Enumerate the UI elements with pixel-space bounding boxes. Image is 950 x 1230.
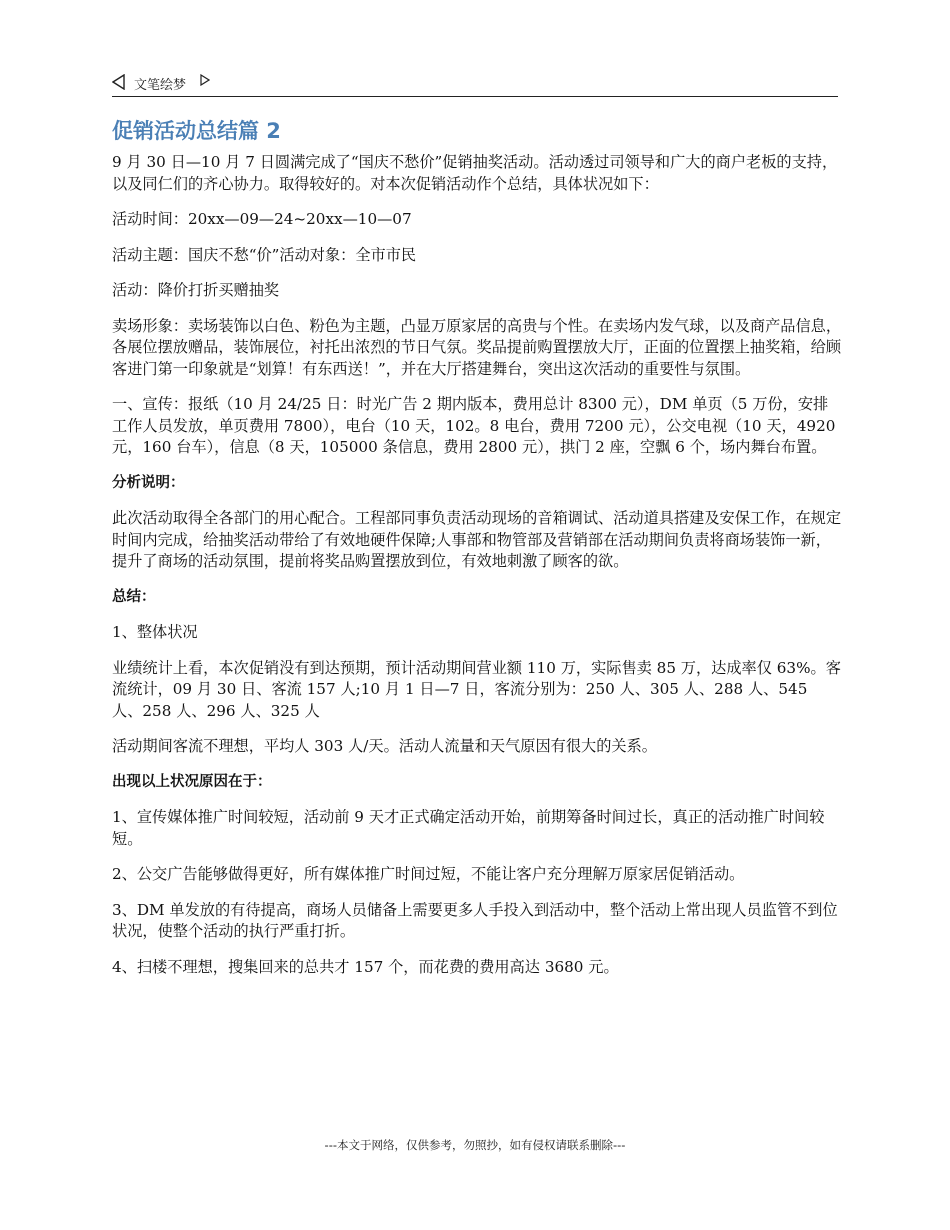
reason-item: 4、扫楼不理想，搜集回来的总共才 157 个，而花费的费用高达 3680 元。 [112,957,619,976]
overall-status-label: 1、整体状况 [112,623,198,641]
performance-paragraph: 业绩统计上看，本次促销没有到达预期，预计活动期间营业额 110 万，实际售卖 85 万，达成率仅 63%。客流统计，09 月 30 日、客流 157 人;10 月 1 日—7 日，客流分别为：250 人、305 人、288 人、545 人、258 人、296 人、325 人 [112,658,841,720]
reason-item: 1、宣传媒体推广时间较短，活动前 9 天才正式确定活动开始，前期筹备时间过长，真正的活动推广时间较短。 [112,808,825,848]
analysis-heading: 分析说明： [112,474,185,491]
page-header [112,70,838,97]
promotion-paragraph: 一、宣传：报纸（10 月 24/25 日：时光广告 2 期内版本，费用总计 8300 元），DM 单页（5 万份，安排工作人员发放，单页费用 7800），电台（10 天，102。8 电台，费用 7200 元），公交电视（10 天，4920 元，160 台车），信息（8 天，105000 条信息，费用 2800 元），拱门 2 座，空飘 6 个，场内舞台布置。 [112,395,836,456]
document-title: 促销活动总结篇 2 [112,119,281,143]
reason-item: 2、公交广告能够做得更好，所有媒体推广时间过短，不能让客户充分理解万原家居促销活动。 [112,865,745,883]
summary-heading: 总结： [112,588,156,605]
store-image-paragraph: 卖场形象：卖场装饰以白色、粉色为主题，凸显万原家居的高贵与个性。在卖场内发气球，以及商产品信息，各展位摆放赠品，装饰展位，衬托出浓烈的节日气氛。奖品提前购置摆放大厅，正面的位置摆上抽奖箱，给顾客进门第一印象就是“划算！有东西送！”，并在大厅搭建舞台，突出这次活动的重要性与氛围。 [112,316,841,378]
analysis-paragraph: 此次活动取得全各部门的用心配合。工程部同事负责活动现场的音箱调试、活动道具搭建及安保工作，在规定时间内完成，给抽奖活动带给了有效地硬件保障;人事部和物管部及营销部在活动期间负责将商场装饰一新，提升了商场的活动氛围，提前将奖品购置摆放到位，有效地刺激了顾客的欲。 [112,509,841,570]
document-body [112,152,842,992]
triangle-right-icon [200,74,210,86]
activity-type: 活动：降价打折买赠抽奖 [112,281,280,299]
intro-paragraph: 9 月 30 日—10 月 7 日圆满完成了“国庆不愁价”促销抽奖活动。活动透过司领导和广大的商户老板的支持，以及同仁们的齐心协力。取得较好的。对本次促销活动作个总结，具体状况如下： [112,153,838,193]
reasons-heading: 出现以上状况原因在于： [112,773,272,790]
traffic-paragraph: 活动期间客流不理想，平均人 303 人/天。活动人流量和天气原因有很大的关系。 [112,737,657,755]
brand-label: 文笔绘梦 [134,78,187,93]
activity-time: 活动时间：20xx—09—24~20xx—10—07 [112,210,412,228]
page-footer: ---本文于网络，仅供参考，勿照抄，如有侵权请联系删除--- [324,1138,626,1152]
triangle-left-icon [112,74,126,90]
activity-theme: 活动主题：国庆不愁“价”活动对象：全市市民 [112,245,417,264]
reason-item: 3、DM 单发放的有待提高，商场人员储备上需要更多人手投入到活动中，整个活动上常出现人员监管不到位状况，使整个活动的执行严重打折。 [112,900,838,940]
